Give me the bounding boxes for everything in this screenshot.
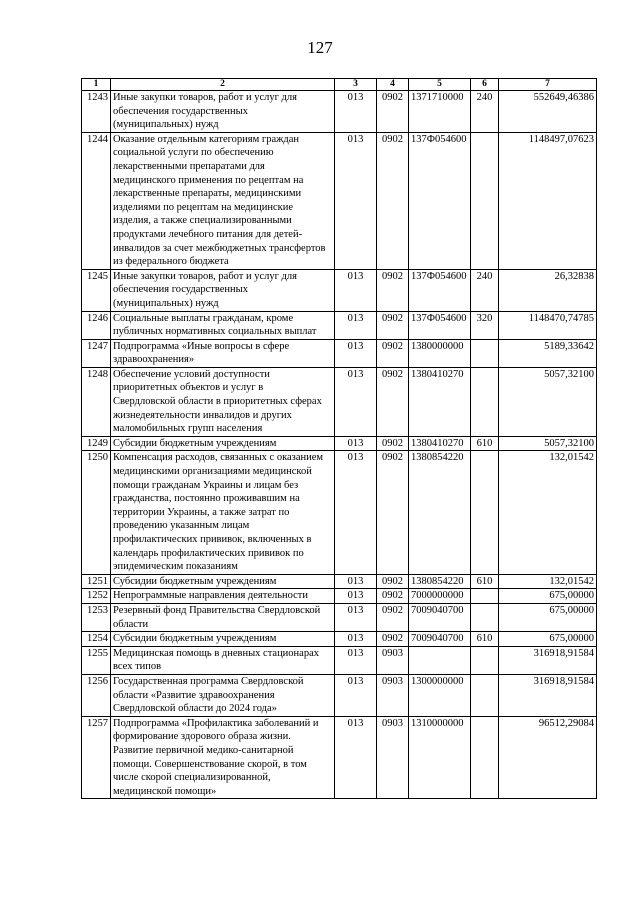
row-description (111, 632, 335, 647)
description-line: Свердловской области до 2024 года» (113, 703, 277, 715)
description-line: обеспечения государственных (113, 105, 248, 117)
target-article-code: 7009040700 (409, 603, 471, 631)
description-line: маломобильных групп населения (113, 423, 263, 435)
description-line: Субсидии бюджетным учреждениям (113, 437, 277, 449)
row-number: 1246 (82, 311, 111, 339)
header-col-3: 3 (335, 79, 377, 91)
row-description (111, 311, 335, 339)
description-line: медицинской помощи» (113, 785, 217, 797)
description-line: изделия, а также специализированными (113, 215, 292, 227)
section-code: 0902 (377, 367, 409, 436)
expense-type-code: 610 (471, 574, 499, 589)
description-line: публичных нормативных социальных выплат (113, 326, 317, 338)
row-description (111, 339, 335, 367)
table-row (82, 132, 597, 269)
description-line: Медицинская помощь в дневных стационарах (113, 647, 319, 659)
ministry-code: 013 (335, 716, 377, 799)
row-number: 1247 (82, 339, 111, 367)
description-line: Свердловской области в приоритетных сферах (113, 396, 322, 408)
description-line: лекарственными препаратами для (113, 160, 265, 172)
amount: 132,01542 (499, 451, 597, 574)
ministry-code: 013 (335, 311, 377, 339)
row-number: 1257 (82, 716, 111, 799)
description-line: Подпрограмма «Профилактика заболеваний и (113, 717, 319, 729)
table-row (82, 91, 597, 133)
target-article-code: 1310000000 (409, 716, 471, 799)
table-row (82, 646, 597, 674)
amount: 132,01542 (499, 574, 597, 589)
description-line: формирование здорового образа жизни. (113, 731, 291, 743)
row-description (111, 574, 335, 589)
target-article-code: 1380410270 (409, 436, 471, 451)
description-line: (муниципальных) нужд (113, 297, 219, 309)
header-col-2: 2 (111, 79, 335, 91)
description-line: области (113, 618, 149, 630)
ministry-code: 013 (335, 603, 377, 631)
expense-type-code: 610 (471, 436, 499, 451)
section-code: 0902 (377, 603, 409, 631)
table-row (82, 632, 597, 647)
amount: 5057,32100 (499, 436, 597, 451)
header-col-1: 1 (82, 79, 111, 91)
row-number: 1253 (82, 603, 111, 631)
description-line: приоритетных объектов и услуг в (113, 382, 264, 394)
expense-type-code (471, 716, 499, 799)
description-line: помощи гражданам Украины и лицам без (113, 479, 299, 491)
row-number: 1245 (82, 269, 111, 311)
table-row (82, 269, 597, 311)
row-description (111, 91, 335, 133)
section-code: 0902 (377, 339, 409, 367)
expense-type-code: 240 (471, 269, 499, 311)
description-line: медицинскими организациями медицинской (113, 466, 312, 478)
description-line: области «Развитие здравоохранения (113, 689, 275, 701)
target-article-code: 1380854220 (409, 451, 471, 574)
expense-type-code: 320 (471, 311, 499, 339)
description-line: Социальные выплаты гражданам, кроме (113, 312, 294, 324)
table-header-row (82, 79, 597, 91)
expense-type-code (471, 646, 499, 674)
expense-type-code: 240 (471, 91, 499, 133)
description-line: лекарственные препараты, медицинскими (113, 188, 302, 200)
expense-type-code: 610 (471, 632, 499, 647)
section-code: 0902 (377, 632, 409, 647)
description-line: медицинского применения по рецептам на (113, 174, 304, 186)
row-description (111, 436, 335, 451)
expense-type-code (471, 674, 499, 716)
target-article-code: 1380000000 (409, 339, 471, 367)
section-code: 0903 (377, 646, 409, 674)
description-line: календарь профилактических прививок по (113, 547, 304, 559)
description-line: Подпрограмма «Иные вопросы в сфере (113, 340, 290, 352)
header-col-6: 6 (471, 79, 499, 91)
ministry-code: 013 (335, 451, 377, 574)
description-line: эпидемическим показаниям (113, 561, 238, 573)
description-line: числе скорой специализированной, (113, 772, 271, 784)
section-code: 0902 (377, 451, 409, 574)
table-body (82, 91, 597, 799)
description-line: всех типов (113, 661, 162, 673)
section-code: 0902 (377, 132, 409, 269)
table-row (82, 716, 597, 799)
expense-type-code (471, 603, 499, 631)
ministry-code: 013 (335, 674, 377, 716)
description-line: здравоохранения» (113, 354, 195, 366)
row-number: 1248 (82, 367, 111, 436)
description-line: помощи. Совершенствование скорой, в том (113, 758, 307, 770)
row-description (111, 646, 335, 674)
table-row (82, 451, 597, 574)
description-line: проведению указанным лицам (113, 520, 250, 532)
page-number: 127 (307, 38, 333, 57)
description-line: территории Украины, а также затрат по (113, 506, 290, 518)
description-line: Оказание отдельным категориям граждан (113, 133, 299, 145)
amount: 316918,91584 (499, 646, 597, 674)
row-number: 1250 (82, 451, 111, 574)
table-row (82, 603, 597, 631)
description-line: Обеспечение условий доступности (113, 368, 270, 380)
amount: 5189,33642 (499, 339, 597, 367)
description-line: Резервный фонд Правительства Свердловской (113, 604, 321, 616)
target-article-code: 1371710000 (409, 91, 471, 133)
row-number: 1244 (82, 132, 111, 269)
section-code: 0902 (377, 269, 409, 311)
row-description (111, 716, 335, 799)
ministry-code: 013 (335, 589, 377, 604)
ministry-code: 013 (335, 269, 377, 311)
section-code: 0902 (377, 311, 409, 339)
table-row (82, 589, 597, 604)
row-description (111, 603, 335, 631)
description-line: Компенсация расходов, связанных с оказанием (113, 452, 324, 464)
ministry-code: 013 (335, 646, 377, 674)
target-article-code: 137Ф054600 (409, 311, 471, 339)
expense-type-code (471, 367, 499, 436)
row-description (111, 132, 335, 269)
target-article-code: 7009040700 (409, 632, 471, 647)
row-number: 1251 (82, 574, 111, 589)
target-article-code: 1380410270 (409, 367, 471, 436)
amount: 675,00000 (499, 589, 597, 604)
amount: 5057,32100 (499, 367, 597, 436)
expense-type-code (471, 339, 499, 367)
section-code: 0903 (377, 674, 409, 716)
description-line: изделиями по рецептам на медицинские (113, 201, 294, 213)
amount: 1148497,07623 (499, 132, 597, 269)
description-line: Иные закупки товаров, работ и услуг для (113, 270, 297, 282)
row-number: 1254 (82, 632, 111, 647)
description-line: гражданства, постоянно проживавшим на (113, 493, 300, 505)
ministry-code: 013 (335, 91, 377, 133)
target-article-code: 137Ф054600 (409, 269, 471, 311)
section-code: 0903 (377, 716, 409, 799)
expense-type-code (471, 132, 499, 269)
ministry-code: 013 (335, 436, 377, 451)
ministry-code: 013 (335, 632, 377, 647)
description-line: Субсидии бюджетным учреждениям (113, 633, 277, 645)
description-line: социальной услуги по обеспечению (113, 147, 274, 159)
description-line: жизнедеятельности инвалидов и других (113, 409, 292, 421)
ministry-code: 013 (335, 132, 377, 269)
amount: 675,00000 (499, 632, 597, 647)
section-code: 0902 (377, 574, 409, 589)
row-number: 1256 (82, 674, 111, 716)
header-col-4: 4 (377, 79, 409, 91)
description-line: продуктами лечебного питания для детей- (113, 228, 303, 240)
amount: 316918,91584 (499, 674, 597, 716)
description-line: Непрограммные направления деятельности (113, 590, 309, 602)
target-article-code: 137Ф054600 (409, 132, 471, 269)
section-code: 0902 (377, 91, 409, 133)
header-col-7: 7 (499, 79, 597, 91)
row-number: 1243 (82, 91, 111, 133)
description-line: обеспечения государственных (113, 284, 248, 296)
ministry-code: 013 (335, 574, 377, 589)
amount: 96512,29084 (499, 716, 597, 799)
row-description (111, 589, 335, 604)
row-number: 1252 (82, 589, 111, 604)
description-line: профилактических прививок, включенных в (113, 534, 312, 545)
expense-type-code (471, 451, 499, 574)
description-line: Субсидии бюджетным учреждениям (113, 575, 277, 587)
row-description (111, 269, 335, 311)
target-article-code (409, 646, 471, 674)
description-line: инвалидов за счет межбюджетных трансфертов (113, 242, 326, 254)
description-line: Иные закупки товаров, работ и услуг для (113, 92, 297, 103)
target-article-code: 1380854220 (409, 574, 471, 589)
row-number: 1255 (82, 646, 111, 674)
target-article-code: 7000000000 (409, 589, 471, 604)
table-row (82, 436, 597, 451)
row-number: 1249 (82, 436, 111, 451)
description-line: из федерального бюджета (113, 256, 229, 268)
description-line: Развитие первичной медико-санитарной (113, 744, 294, 756)
amount: 552649,46386 (499, 91, 597, 133)
table-row (82, 311, 597, 339)
amount: 1148470,74785 (499, 311, 597, 339)
row-description (111, 367, 335, 436)
section-code: 0902 (377, 436, 409, 451)
table-row (82, 574, 597, 589)
amount: 675,00000 (499, 603, 597, 631)
header-col-5: 5 (409, 79, 471, 91)
description-line: Государственная программа Свердловской (113, 675, 304, 687)
table-row (82, 674, 597, 716)
row-description (111, 674, 335, 716)
section-code: 0902 (377, 589, 409, 604)
expense-type-code (471, 589, 499, 604)
ministry-code: 013 (335, 339, 377, 367)
amount: 26,32838 (499, 269, 597, 311)
description-line: (муниципальных) нужд (113, 119, 219, 131)
table-row (82, 367, 597, 436)
budget-table (81, 78, 597, 799)
target-article-code: 1300000000 (409, 674, 471, 716)
ministry-code: 013 (335, 367, 377, 436)
row-description (111, 451, 335, 574)
table-row (82, 339, 597, 367)
